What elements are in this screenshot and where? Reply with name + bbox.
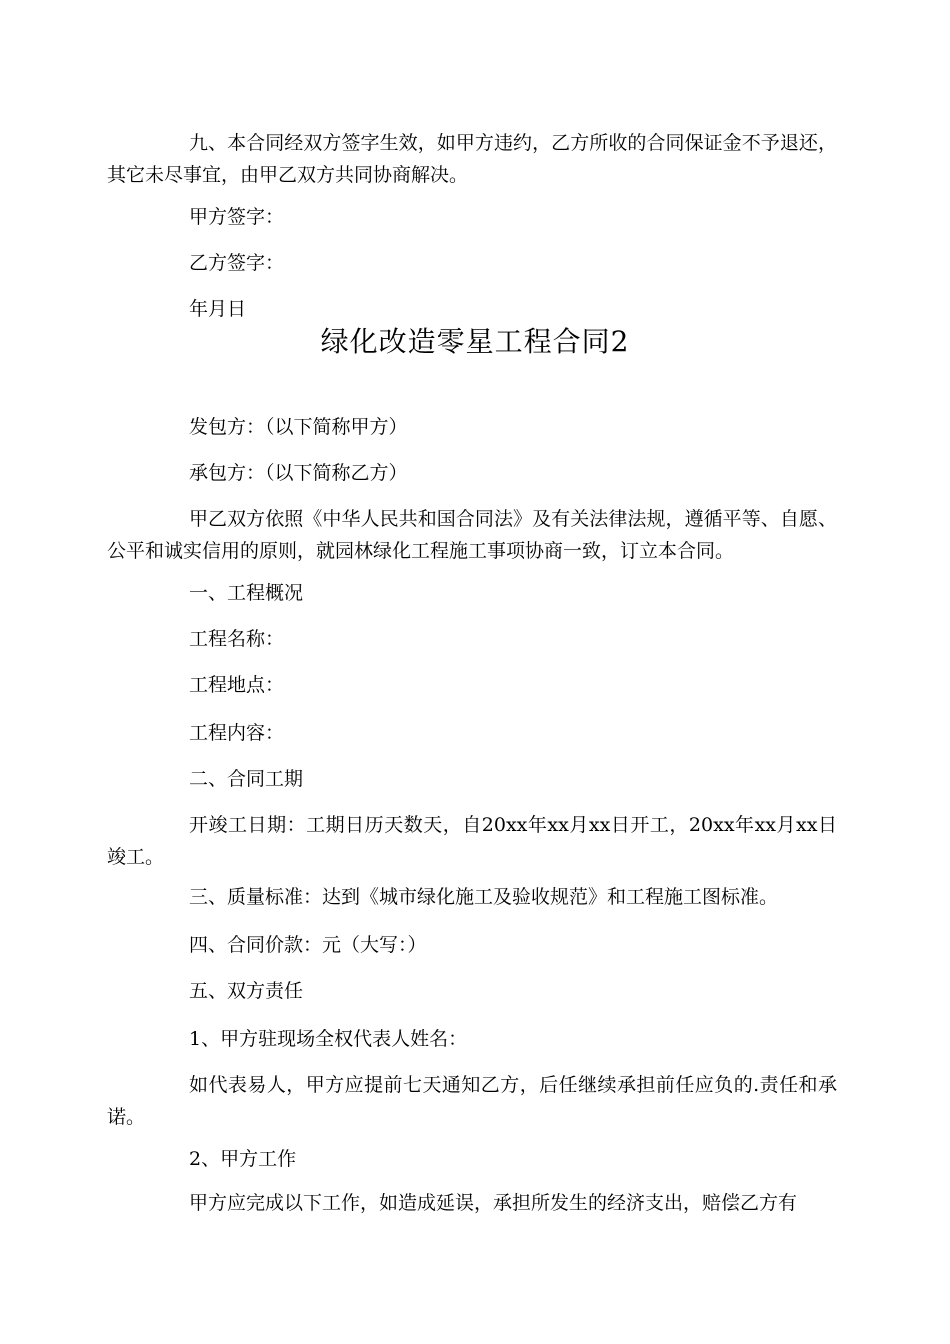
section-responsibilities: 五、双方责任 [189, 980, 304, 1002]
party-a-representative-line: 1、甲方驻现场全权代表人姓名： [189, 1028, 468, 1050]
party-a-work-paragraph: 甲方应完成以下工作，如造成延误，承担所发生的经济支出，赔偿乙方有 [189, 1192, 798, 1214]
party-a-signature-line: 甲方签字： [189, 206, 285, 228]
contractor-line: 承包方：（以下简称乙方） [189, 462, 408, 484]
contract-title: 绿化改造零星工程合同2 [320, 325, 630, 358]
section-contract-price: 四、合同价款：元（大写：） [189, 934, 427, 956]
date-line: 年月日 [189, 298, 247, 320]
preamble-paragraph: 甲乙双方依照《中华人民共和国合同法》及有关法律法规，遵循平等、自愿、公平和诚实信用的原则，就园林绿化工程施工事项协商一致，订立本合同。 [107, 508, 837, 562]
section-party-a-work: 2、甲方工作 [189, 1148, 297, 1170]
representative-change-paragraph: 如代表易人，甲方应提前七天通知乙方，后任继续承担前任应负的.责任和承诺。 [107, 1074, 837, 1128]
section-contract-period: 二、合同工期 [189, 768, 304, 790]
start-end-date-paragraph: 开竣工日期：工期日历天数天，自20xx年xx月xx日开工，20xx年xx月xx日竣工。 [107, 814, 837, 868]
section-project-overview: 一、工程概况 [189, 582, 304, 604]
section-quality-standard: 三、质量标准：达到《城市绿化施工及验收规范》和工程施工图标准。 [189, 886, 779, 908]
project-location-field: 工程地点： [189, 674, 285, 696]
project-content-field: 工程内容： [189, 722, 285, 744]
employer-line: 发包方：（以下简称甲方） [189, 416, 408, 438]
clause-nine-paragraph: 九、本合同经双方签字生效，如甲方违约，乙方所收的合同保证金不予退还，其它未尽事宜，由甲乙双方共同协商解决。 [107, 132, 837, 186]
project-name-field: 工程名称： [189, 628, 285, 650]
party-b-signature-line: 乙方签字： [189, 252, 285, 274]
